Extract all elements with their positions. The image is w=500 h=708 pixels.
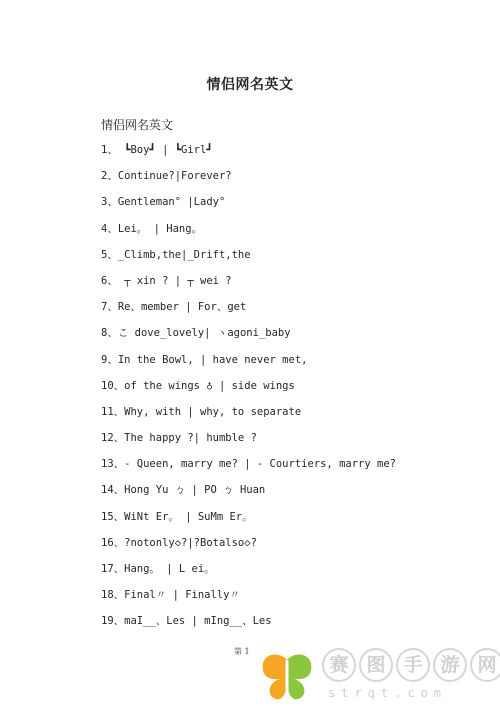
butterfly-logo-icon: [258, 652, 316, 702]
list-item: 5、_Climb,the|_Drift,the: [101, 248, 251, 261]
list-item: 18、Final〃 | Finally〃: [101, 589, 240, 602]
watermark-char: 手: [396, 648, 430, 682]
list-item: 9、In the Bowl, | have never met,: [101, 353, 308, 366]
list-item: 13、- Queen, marry me? | - Courtiers, marry me?: [101, 458, 396, 471]
watermark-text: [322, 648, 500, 682]
name-list: [101, 142, 396, 640]
watermark-char: 赛: [322, 648, 356, 682]
page-title: 情侣网名英文: [206, 77, 294, 93]
list-item: 6、 ┬ xin ? | ┬ wei ?: [101, 274, 232, 287]
watermark-char: 游: [433, 648, 467, 682]
list-item: 19、maI__、Les | mIng__、Les: [101, 615, 272, 628]
list-item: 14、Hong Yu ㄅ | PO ㄅ Huan: [101, 484, 266, 497]
section-subtitle: 情侣网名英文: [101, 118, 174, 132]
list-item: 16、?notonly◇?|?Botalso◇?: [101, 536, 257, 549]
site-watermark: [252, 648, 497, 704]
list-item: 2、Continue?|Forever?: [101, 170, 232, 183]
page-number: 第 1: [234, 647, 250, 656]
watermark-char: 图: [359, 648, 393, 682]
watermark-domain: strqt.com: [328, 686, 448, 700]
list-item: 4、Lei。 | Hang。: [101, 222, 203, 235]
list-item: 7、Re、member | For、get: [101, 301, 247, 314]
list-item: 10、of the wings ♁ | side wings: [101, 379, 295, 392]
list-item: 1、 ┗Boy┛ | ┗Girl┛: [101, 144, 213, 156]
watermark-char: 网: [470, 648, 500, 682]
list-item: 11、Why, with | why, to separate: [101, 405, 302, 418]
list-item: 17、Hang。 | L ei。: [101, 563, 215, 575]
list-item: 8、こ dove_lovely| ヽagoni_baby: [101, 327, 291, 340]
list-item: 15、WiNt Er。 | SuMm Er。: [101, 510, 253, 523]
list-item: 12、The happy ?| humble ?: [101, 432, 257, 445]
list-item: 3、Gentleman° |Lady°: [101, 196, 226, 209]
